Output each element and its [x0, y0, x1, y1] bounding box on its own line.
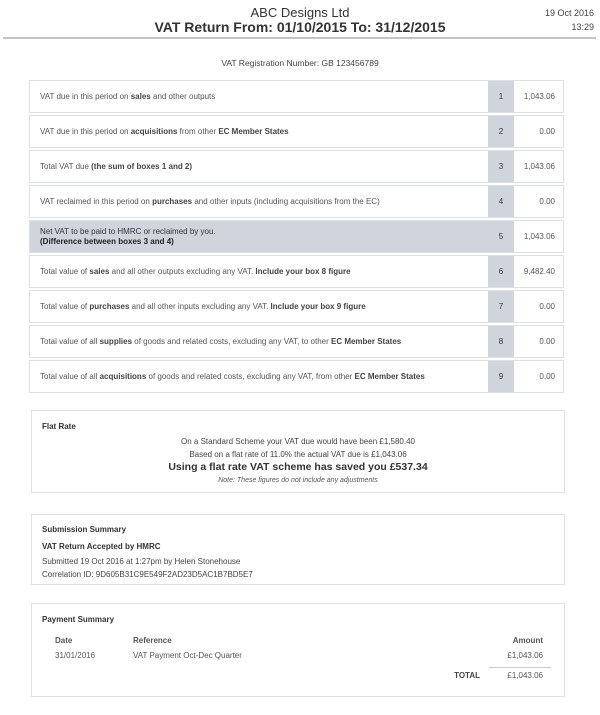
vat-box-row-7 [29, 290, 564, 323]
box-number: 7 [488, 291, 514, 322]
box-value: 0.00 [514, 116, 563, 147]
column-header-reference: Reference [133, 636, 172, 645]
flat-rate-note: Note: These figures do not include any adjustments [218, 477, 378, 484]
box-value: 1,043.06 [514, 151, 563, 182]
vat-registration-number: VAT Registration Number: GB 123456789 [221, 58, 379, 68]
box-value: 0.00 [514, 291, 563, 322]
box-description-text: sales [89, 267, 110, 276]
box-description-text: sales [130, 92, 151, 101]
box-value: 1,043.06 [514, 221, 563, 252]
flat-rate-text: Based on a flat rate of 11.0% the actual VAT due is £1,043.06 [189, 450, 407, 459]
flat-rate-savings: Using a flat rate VAT scheme has saved you £537.34 [168, 461, 428, 473]
box-description-text: EC Member States [354, 372, 425, 381]
box-description-text: VAT reclaimed in this period on [40, 197, 153, 206]
box-number: 1 [488, 81, 514, 112]
box-description [30, 221, 488, 252]
standard-scheme-text: On a Standard Scheme your VAT due would have been £1,580.40 [181, 437, 415, 446]
vat-box-row-4 [29, 185, 564, 218]
flat-rate-panel [31, 410, 565, 493]
vat-box-row-8 [29, 325, 564, 358]
submission-summary-panel [31, 514, 565, 585]
box-description-text: purchases [89, 302, 130, 311]
box-description-text: EC Member States [330, 337, 402, 346]
payment-amount: £1,043.06 [507, 651, 543, 660]
box-description [30, 361, 488, 392]
report-header [0, 0, 600, 40]
box-number: 8 [488, 326, 514, 357]
vat-box-row-9 [29, 360, 564, 393]
box-description-text: of goods and related costs, excluding any VAT, to other [132, 337, 331, 346]
vat-boxes [29, 80, 564, 395]
submission-details: Submitted 19 Oct 2016 at 1:27pm by Helen Stonehouse [42, 557, 241, 566]
payment-date: 31/01/2016 [55, 651, 96, 660]
box-description [30, 186, 488, 217]
payment-summary-panel [31, 603, 565, 697]
box-description-text: (the sum of boxes 1 and 2) [91, 162, 193, 171]
box-description-text: and all other inputs excluding any VAT. [129, 302, 271, 311]
total-amount: £1,043.06 [507, 671, 543, 680]
box-description [30, 256, 488, 287]
box-description-text: Include your box 9 figure [270, 302, 366, 311]
box-number: 4 [488, 186, 514, 217]
company-name: ABC Designs Ltd [250, 5, 350, 20]
generated-time: 13:29 [571, 22, 594, 32]
box-description-text: and other inputs (including acquisitions from the EC) [192, 197, 380, 206]
generated-date: 19 Oct 2016 [544, 8, 594, 18]
header-divider [3, 37, 596, 39]
box-description [30, 291, 488, 322]
box-value: 0.00 [514, 326, 563, 357]
box-number: 6 [488, 256, 514, 287]
box-value: 1,043.06 [514, 81, 563, 112]
vat-box-row-5 [29, 220, 564, 253]
box-description-text: purchases [152, 197, 193, 206]
box-description-text: Total value of [40, 267, 90, 276]
box-description-text: Total value of [40, 302, 90, 311]
payment-summary-title: Payment Summary [42, 615, 115, 624]
box-number: 5 [488, 221, 514, 252]
box-description-line: (Difference between boxes 3 and 4) [40, 236, 174, 246]
box-description [30, 326, 488, 357]
submission-summary-title: Submission Summary [42, 525, 127, 534]
report-title: VAT Return From: 01/10/2015 To: 31/12/2015 [154, 19, 446, 35]
total-label: TOTAL [454, 671, 480, 680]
vat-box-row-6 [29, 255, 564, 288]
box-description [30, 151, 488, 182]
box-description-text: supplies [99, 337, 133, 346]
box-description-text: Include your box 8 figure [255, 267, 351, 276]
box-description [30, 81, 488, 112]
box-description-text: acquisitions [99, 372, 147, 381]
correlation-id: Correlation ID: 9D605B31C9E549F2AD23D5AC1B7BD5E7 [42, 570, 253, 579]
column-header-amount: Amount [512, 636, 543, 645]
box-description-text: VAT due in this period on [40, 92, 131, 101]
column-header-date: Date [55, 636, 73, 645]
payment-reference: VAT Payment Oct-Dec Quarter [133, 651, 242, 660]
box-description-text: from other [177, 127, 219, 136]
box-description-line: Net VAT to be paid to HMRC or reclaimed by you. [40, 226, 216, 236]
vat-box-row-3 [29, 150, 564, 183]
box-description-text: EC Member States [218, 127, 289, 136]
box-value: 9,482.40 [514, 256, 563, 287]
box-description-text: Total value of all [40, 372, 100, 381]
box-number: 3 [488, 151, 514, 182]
box-number: 9 [488, 361, 514, 392]
box-description [30, 116, 488, 147]
box-description-text: VAT due in this period on [40, 127, 131, 136]
total-divider [489, 667, 551, 668]
box-number: 2 [488, 116, 514, 147]
flat-rate-title: Flat Rate [42, 422, 76, 431]
box-description-text: acquisitions [130, 127, 178, 136]
box-description-text: of goods and related costs, excluding any VAT, from other [146, 372, 355, 381]
box-description-text: and all other outputs excluding any VAT. [109, 267, 256, 276]
box-value: 0.00 [514, 186, 563, 217]
box-description-text: Total value of all [40, 337, 100, 346]
vat-box-row-1 [29, 80, 564, 113]
submission-status: VAT Return Accepted by HMRC [42, 542, 161, 551]
box-description-text: Total VAT due [40, 162, 92, 171]
box-value: 0.00 [514, 361, 563, 392]
vat-box-row-2 [29, 115, 564, 148]
box-description-text: and other outputs [150, 92, 216, 101]
